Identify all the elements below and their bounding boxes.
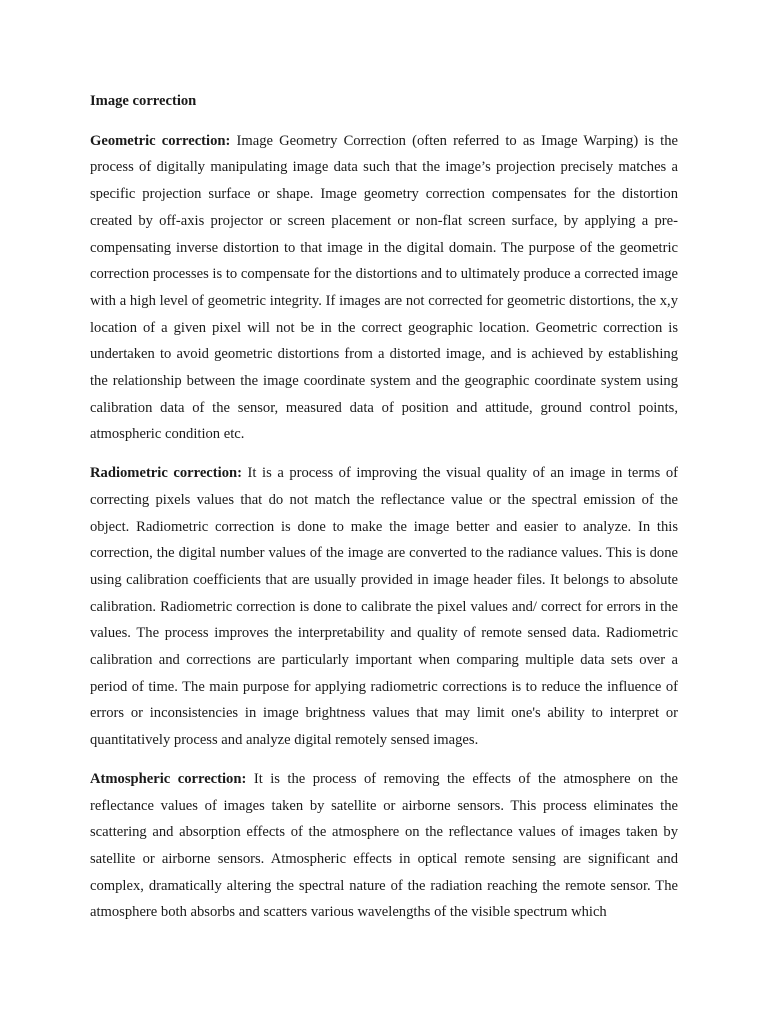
paragraph-heading: Geometric correction: [90,132,231,149]
document-title: Image correction [90,93,197,109]
paragraph-radiometric-correction [90,460,678,754]
paragraph-atmospheric-correction [90,766,678,926]
paragraph-heading: Radiometric correction: [90,465,242,482]
paragraph-body: Image Geometry Correction (often referred to as Image Warping) is the process of digitally manipulating image data such that the image’s projection precisely matches a specific projection surface or shape. Image geometry correction compensates for the distortion created by off-axis projector or screen placement or non-flat screen surface, by applying a pre-compensating inverse distortion to that image in the digital domain. The purpose of the geometric correction processes is to compensate for the distortions and to ultimately produce a corrected image with a high level of geometric integrity. If images are not corrected for geometric distortions, the x,y location of a given pixel will not be in the correct geographic location. Geometric correction is undertaken to avoid geometric distortions from a distorted image, and is achieved by establishing the relationship between the image coordinate system and the geographic coordinate system using calibration data of the sensor, measured data of position and attitude, ground control points, atmospheric condition etc. [90,132,678,443]
document-page [90,88,678,938]
paragraph-body: It is the process of removing the effects of the atmosphere on the reflectance values of images taken by satellite or airborne sensors. This process eliminates the scattering and absorption effects of the atmosphere on the reflectance values of images taken by satellite or airborne sensors. Atmospheric effects in optical remote sensing are significant and complex, dramatically altering the spectral nature of the radiation reaching the remote sensor. The atmosphere both absorbs and scatters various wavelengths of the visible spectrum which [90,770,678,921]
paragraph-body: It is a process of improving the visual quality of an image in terms of correcting pixels values that do not match the reflectance value or the spectral emission of the object. Radiometric correction is done to make the image better and easier to analyze. In this correction, the digital number values of the image are converted to the radiance values. This is done using calibration coefficients that are usually provided in image header files. It belongs to absolute calibration. Radiometric correction is done to calibrate the pixel values and/ correct for errors in the values. The process improves the interpretability and quality of remote sensed data. Radiometric calibration and corrections are particularly important when comparing multiple data sets over a period of time. The main purpose for applying radiometric corrections is to reduce the influence of errors or inconsistencies in image brightness values that may limit one's ability to interpret or quantitatively process and analyze digital remotely sensed images. [90,465,678,749]
paragraph-geometric-correction [90,128,678,448]
paragraph-heading: Atmospheric correction: [90,770,247,787]
